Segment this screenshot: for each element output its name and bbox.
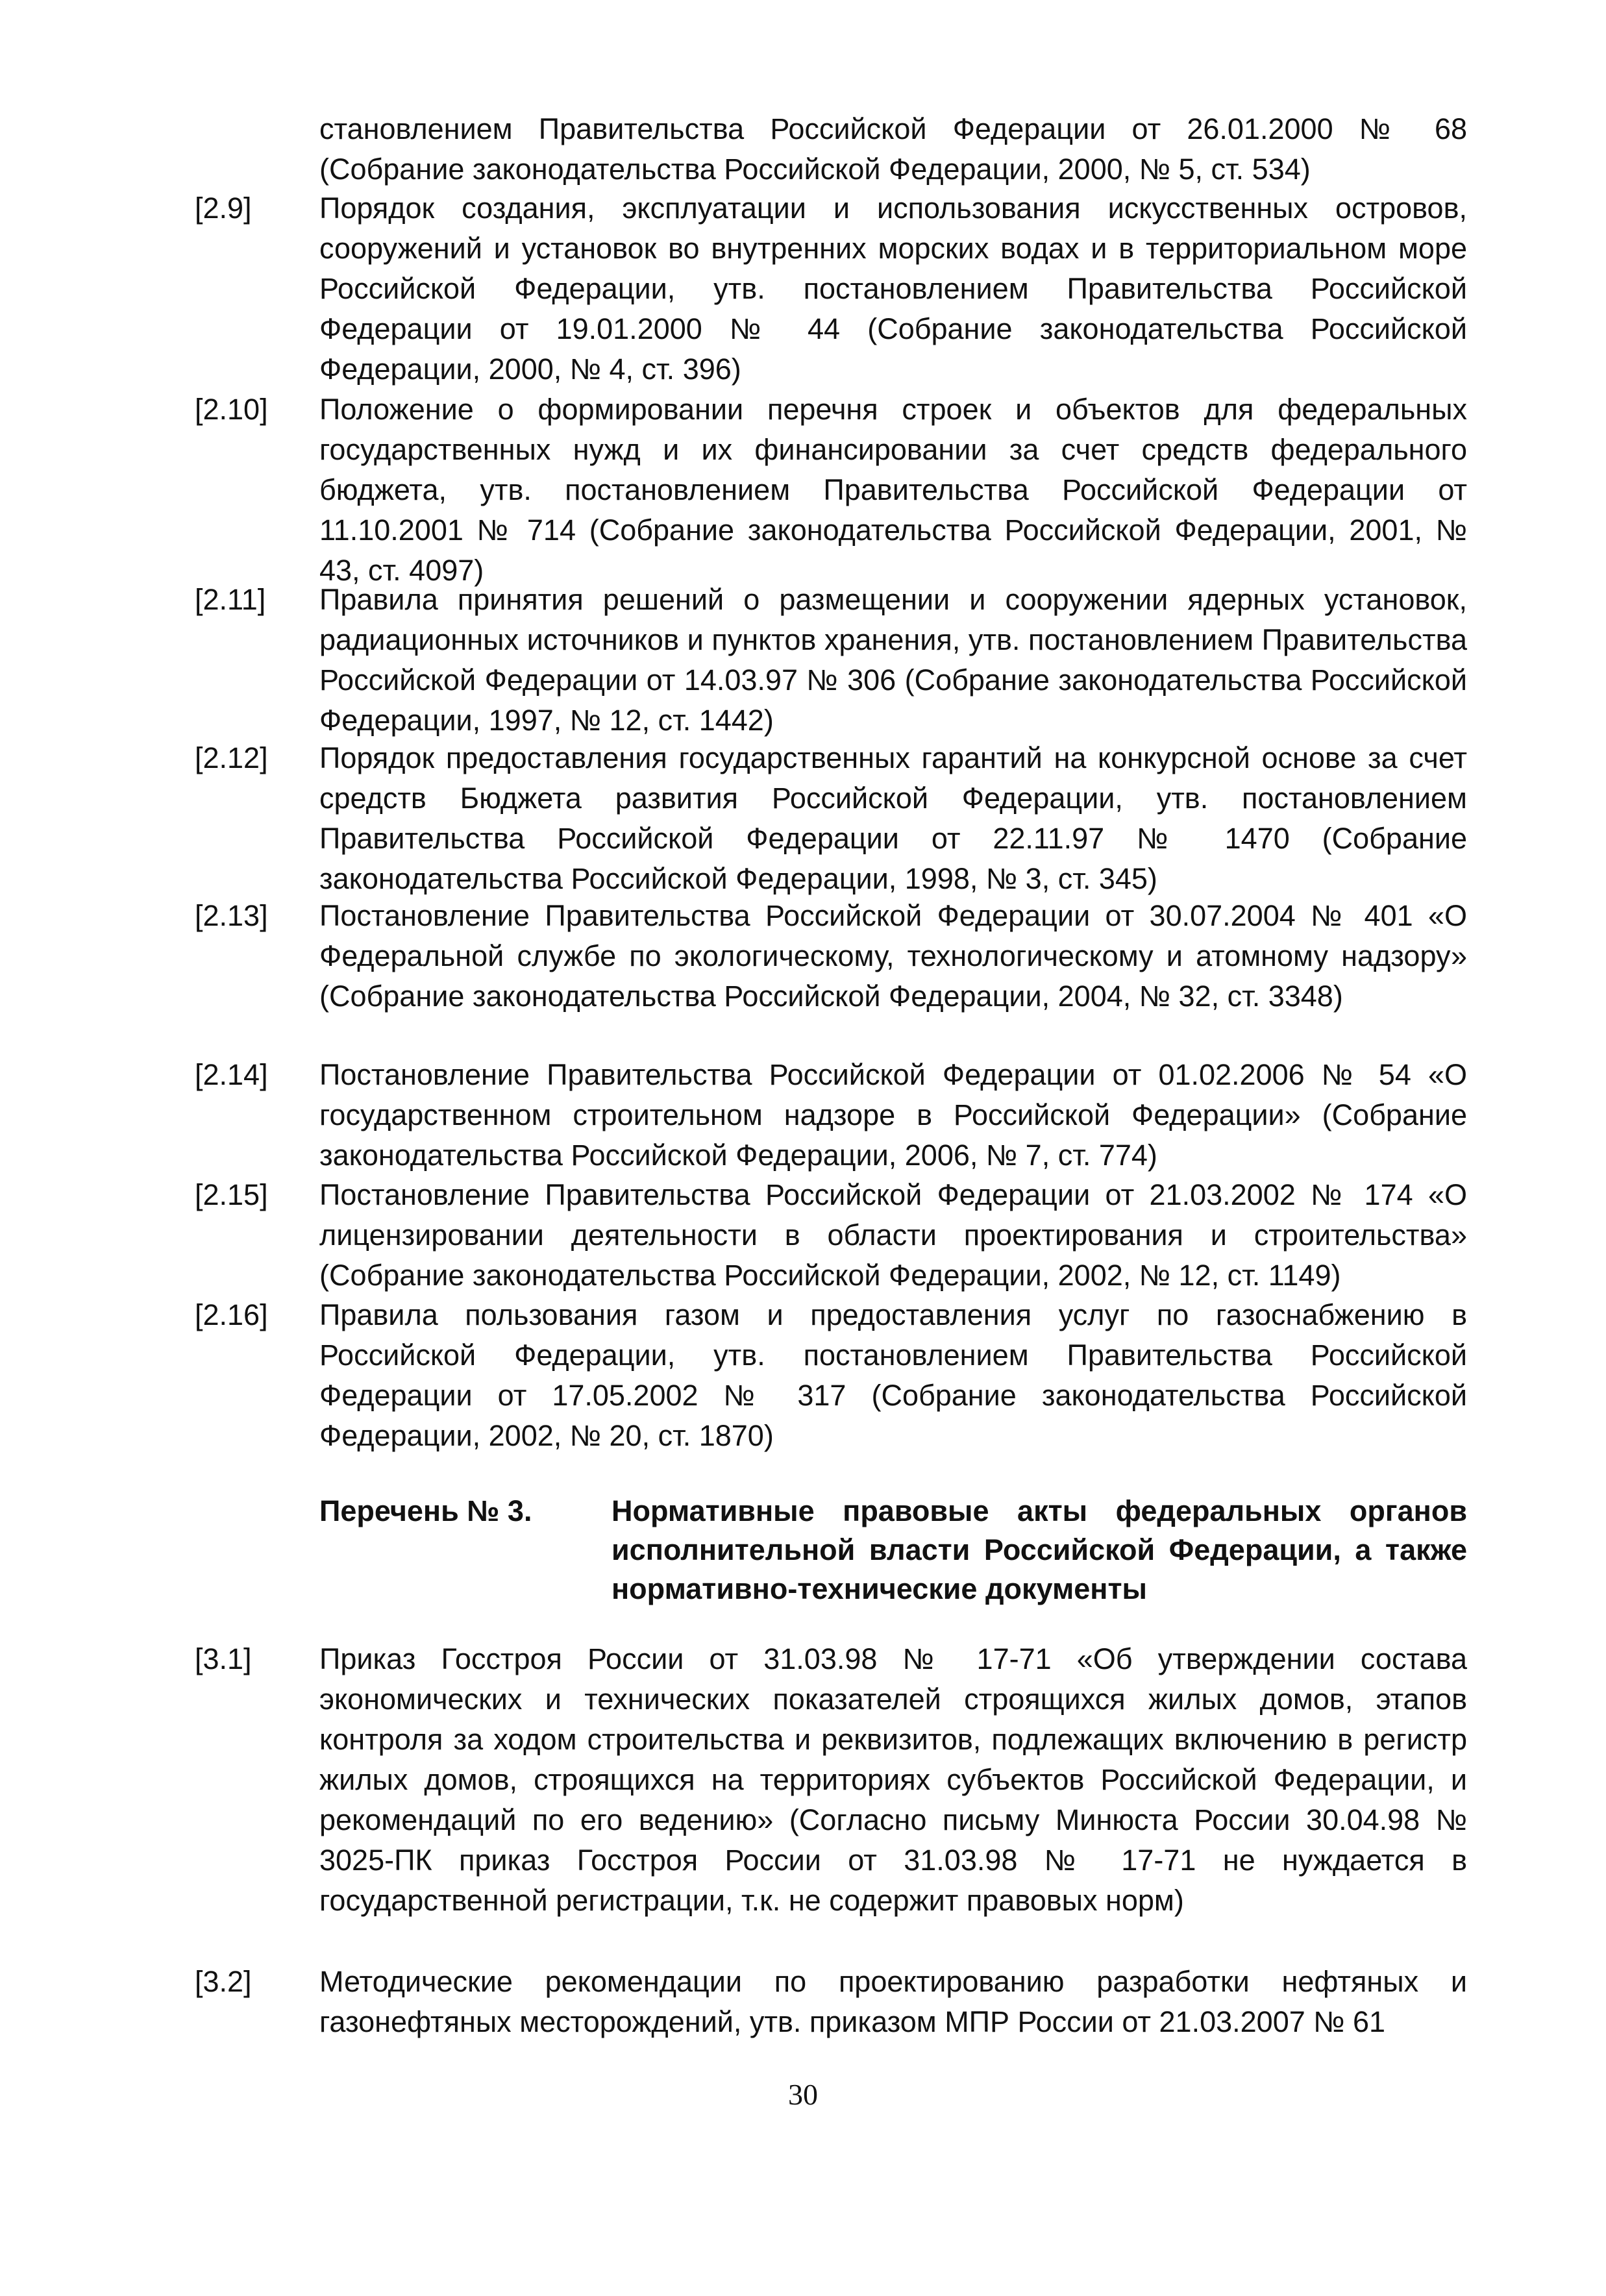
- entry-text: Методические рекомендации по проектированию разработки нефтяных и газонефтяных месторождений, утв. приказом МПР России от 21.03.2007 № 61: [319, 1965, 1467, 2038]
- entry-text: Правила принятия решений о размещении и сооружении ядерных установок, радиационных источников и пунктов хранения, утв. постановлением Правительства Российской Федерации от 14.03.97 № 306 (Собрание законодательства Российской Федерации, 1997, № 12, ст. 1442): [319, 583, 1467, 737]
- page-number: 30: [788, 2078, 818, 2111]
- entry-text: Приказ Госстроя России от 31.03.98 № 17-71 «Об утверждении состава экономических и технических показателей строящихся жилых домов, этапов контроля за ходом строительства и реквизитов, подлежащих включению в регистр жилых домов, строящихся на территориях субъектов Российской Федерации, и рекомендаций по его ведению» (Согласно письму Минюста России 30.04.98 № 3025-ПК приказ Госстроя России от 31.03.98 № 17-71 не нуждается в государственной регистрации, т.к. не содержит правовых норм): [319, 1642, 1467, 1917]
- entry-number: [2.11]: [195, 583, 266, 616]
- entry-number: [2.10]: [195, 393, 268, 426]
- continuation-text: становлением Правительства Российской Федерации от 26.01.2000 № 68 (Собрание законодательства Российской Федерации, 2000, № 5, ст. 534): [319, 112, 1467, 186]
- entry-text: Постановление Правительства Российской Федерации от 21.03.2002 № 174 «О лицензировании деятельности в области проектирования и строительства» (Собрание законодательства Российской Федерации, 2002, № 12, ст. 1149): [319, 1178, 1467, 1292]
- entry-text: Постановление Правительства Российской Федерации от 30.07.2004 № 401 «О Федеральной службе по экологическому, технологическому и атомному надзору» (Собрание законодательства Российской Федерации, 2004, № 32, ст. 3348): [319, 899, 1467, 1013]
- entry-number: [2.14]: [195, 1058, 268, 1091]
- entry-text: Порядок предоставления государственных гарантий на конкурсной основе за счет средств Бюджета развития Российской Федерации, утв. постановлением Правительства Российской Федерации от 22.11.97 № 1470 (Собрание законодательства Российской Федерации, 1998, № 3, ст. 345): [319, 741, 1467, 895]
- entry-number: [3.2]: [195, 1965, 252, 1998]
- list-3-title: Нормативные правовые акты федеральных органов исполнительной власти Российской Федерации, а также нормативно-технические документы: [612, 1494, 1467, 1605]
- entry-text: Положение о формировании перечня строек и объектов для федеральных государственных нужд и их финансировании за счет средств федерального бюджета, утв. постановлением Правительства Российской Федерации от 11.10.2001 № 714 (Собрание законодательства Российской Федерации, 2001, № 43, ст. 4097): [319, 393, 1467, 587]
- entry-text: Постановление Правительства Российской Федерации от 01.02.2006 № 54 «О государственном строительном надзоре в Российской Федерации» (Собрание законодательства Российской Федерации, 2006, № 7, ст. 774): [319, 1058, 1467, 1172]
- entry-number: [2.12]: [195, 741, 268, 774]
- entry-number: [2.13]: [195, 899, 268, 932]
- entry-text: Правила пользования газом и предоставления услуг по газоснабжению в Российской Федерации, утв. постановлением Правительства Российской Федерации от 17.05.2002 № 317 (Собрание законодательства Российской Федерации, 2002, № 20, ст. 1870): [319, 1298, 1467, 1452]
- entry-number: [2.15]: [195, 1178, 268, 1211]
- entry-text: Порядок создания, эксплуатации и использования искусственных островов, сооружений и установок во внутренних морских водах и в территориальном море Российской Федерации, утв. постановлением Правительства Российской Федерации от 19.01.2000 № 44 (Собрание законодательства Российской Федерации, 2000, № 4, ст. 396): [319, 191, 1467, 386]
- list-3-label: Перечень № 3.: [319, 1494, 532, 1527]
- entry-number: [3.1]: [195, 1642, 252, 1675]
- entry-number: [2.9]: [195, 191, 252, 225]
- entry-number: [2.16]: [195, 1298, 268, 1331]
